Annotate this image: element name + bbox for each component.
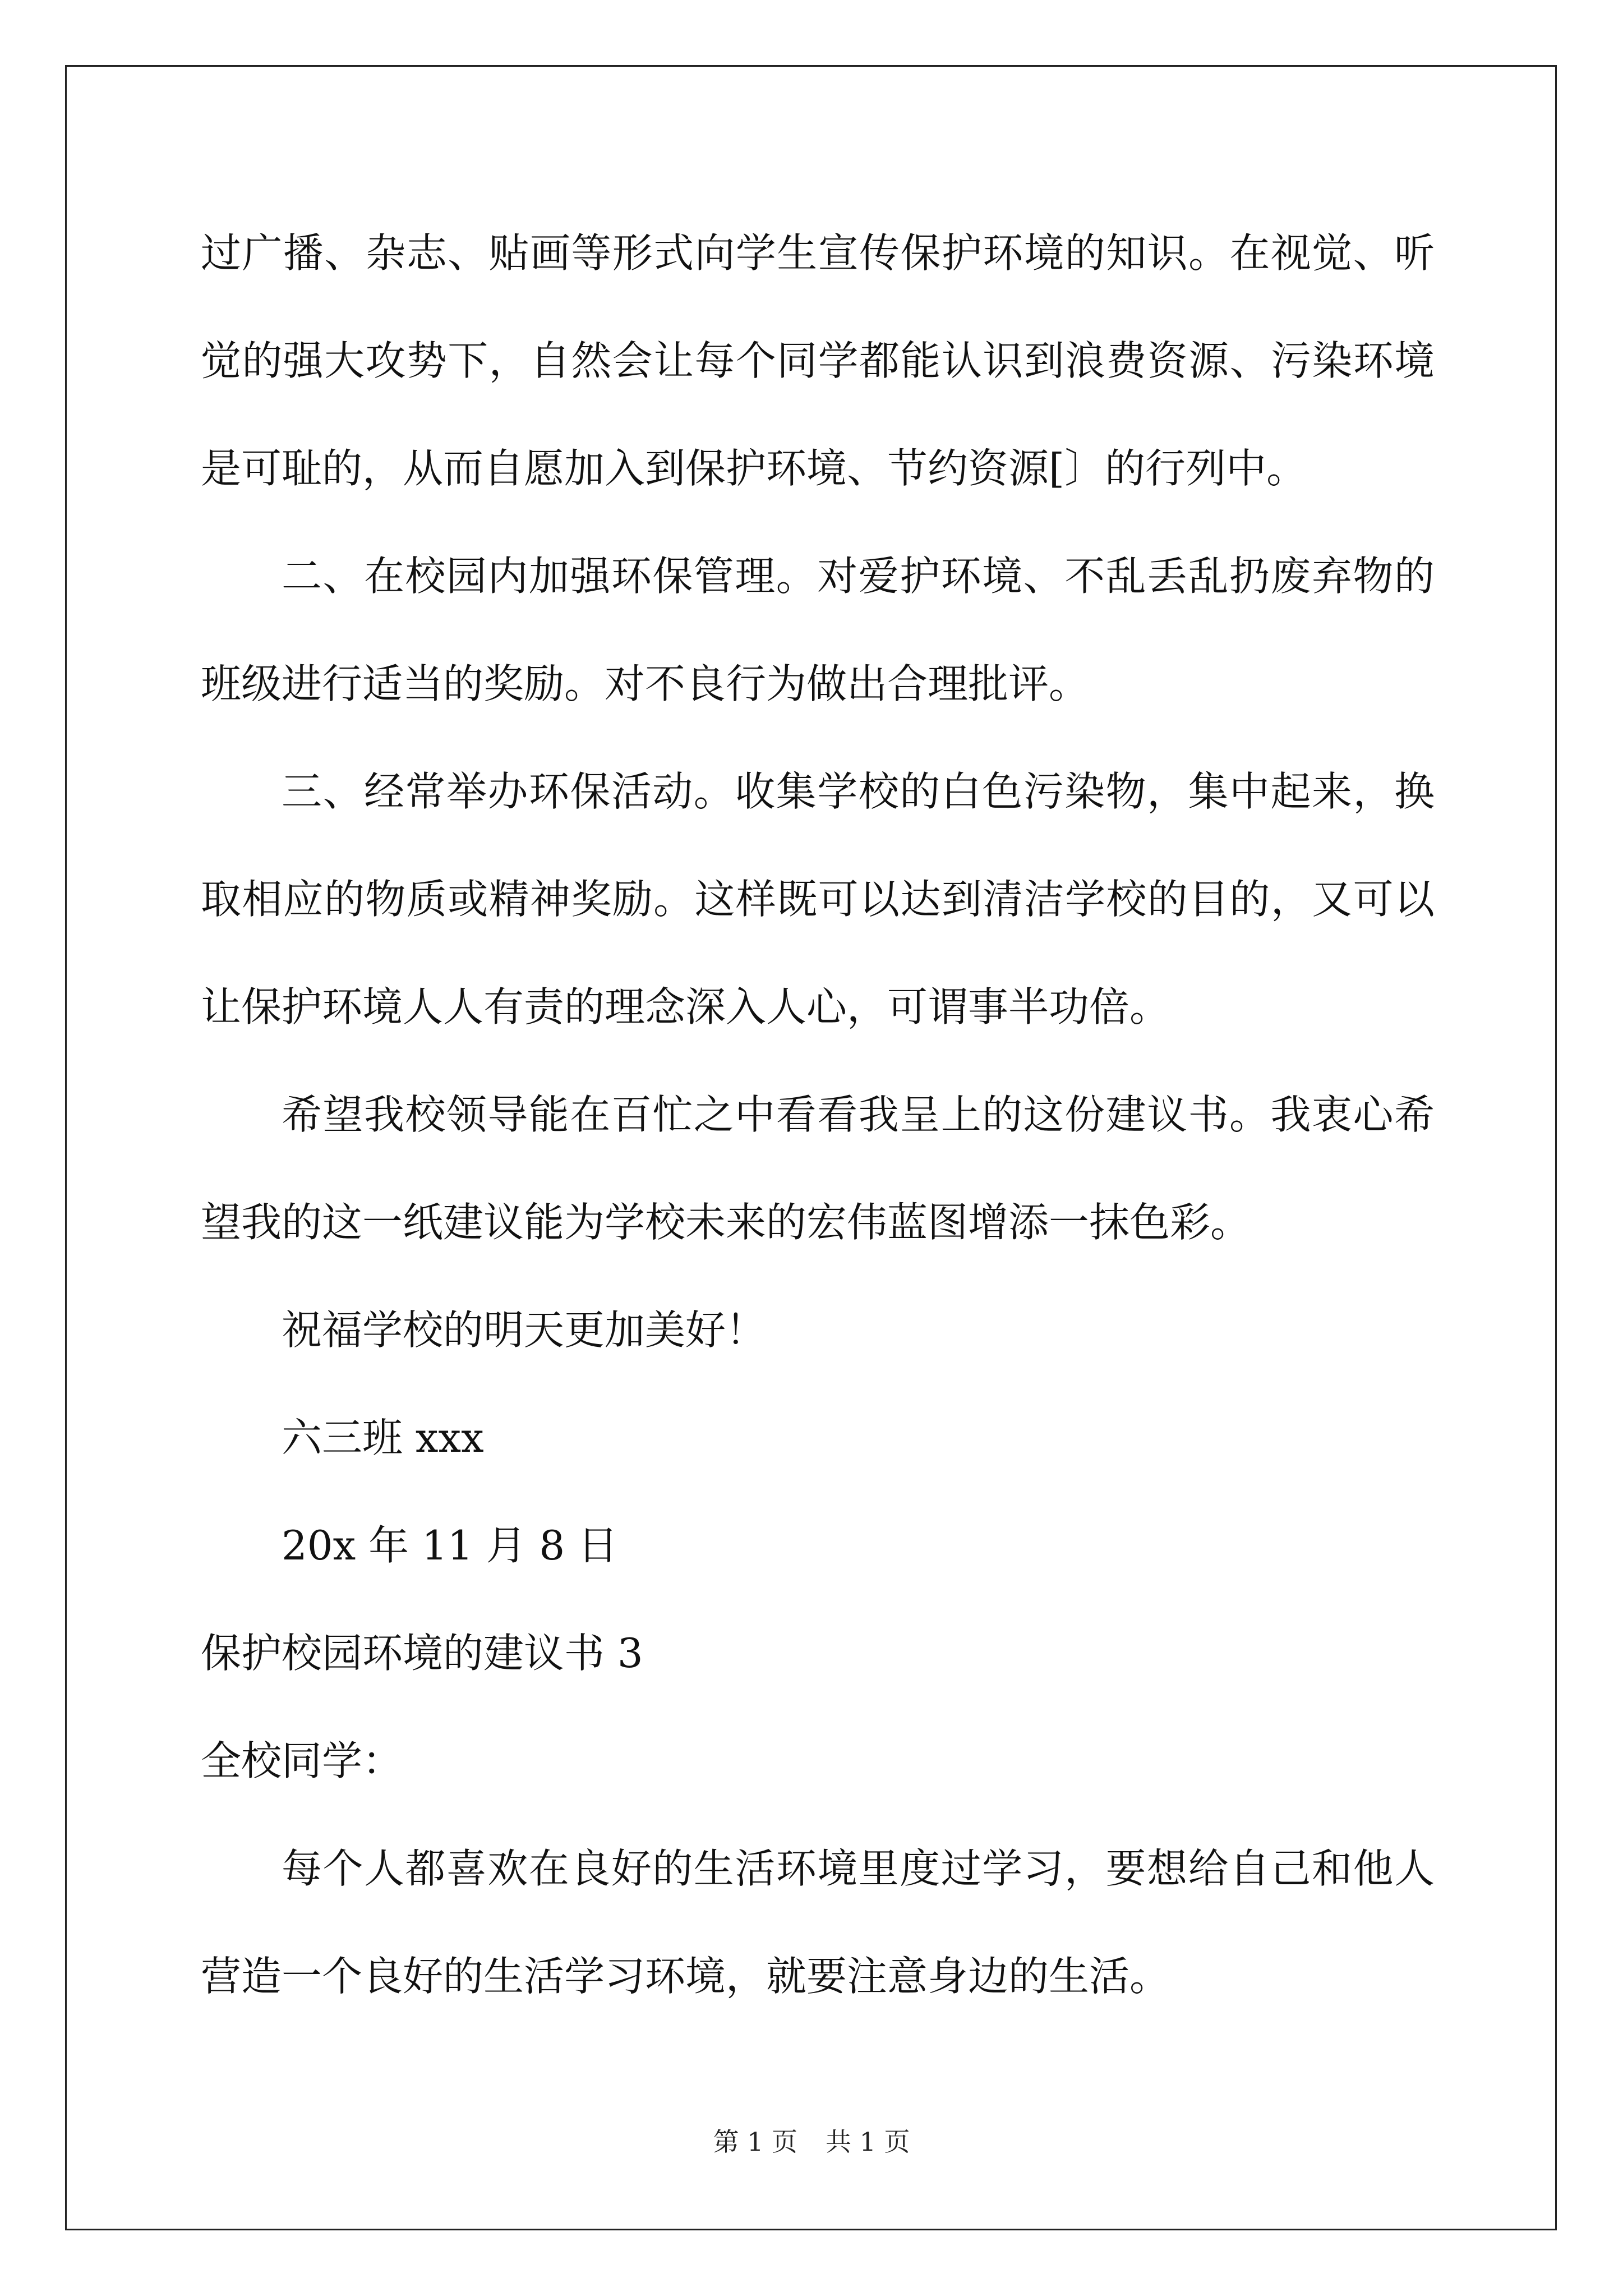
closing-wish: 祝福学校的明天更加美好！ [282,1306,767,1354]
page-total: 共 1 页 [826,2127,910,2157]
paragraph-line: 每个人都喜欢在良好的生活环境里度过学习，要想给自己和他人 [282,1845,1435,1892]
salutation: 全校同学： [201,1737,403,1784]
paragraph-line: 希望我校领导能在百忙之中看看我呈上的这份建议书。我衷心希 [282,1091,1435,1138]
paragraph-line: 望我的这一纸建议能为学校未来的宏伟蓝图增添一抹色彩。 [201,1199,1251,1246]
paragraph-line: 让保护环境人人有责的理念深入人心，可谓事半功倍。 [201,983,1170,1030]
paragraph-line: 是可耻的，从而自愿加入到保护环境、节约资源[〕的行列中。 [201,445,1307,492]
section-title: 保护校园环境的建议书 3 [201,1630,643,1677]
page-footer [0,2125,1623,2159]
page-number: 第 1 页 [713,2127,797,2157]
signature: 六三班 xxx [282,1414,484,1461]
paragraph-line: 觉的强大攻势下，自然会让每个同学都能认识到浪费资源、污染环境 [201,337,1435,384]
paragraph-line: 班级进行适当的奖励。对不良行为做出合理批评。 [201,660,1090,707]
letter-date: 20x 年 11 月 8 日 [282,1522,619,1569]
paragraph-line: 二、在校园内加强环保管理。对爱护环境、不乱丢乱扔废弃物的 [282,553,1435,600]
paragraph-line: 过广播、杂志、贴画等形式向学生宣传保护环境的知识。在视觉、听 [201,229,1435,277]
document-body [201,199,1435,2030]
paragraph-line: 取相应的物质或精神奖励。这样既可以达到清洁学校的目的，又可以 [201,876,1435,923]
paragraph-line: 营造一个良好的生活学习环境，就要注意身边的生活。 [201,1953,1170,2000]
paragraph-line: 三、经常举办环保活动。收集学校的白色污染物，集中起来，换 [282,768,1435,815]
